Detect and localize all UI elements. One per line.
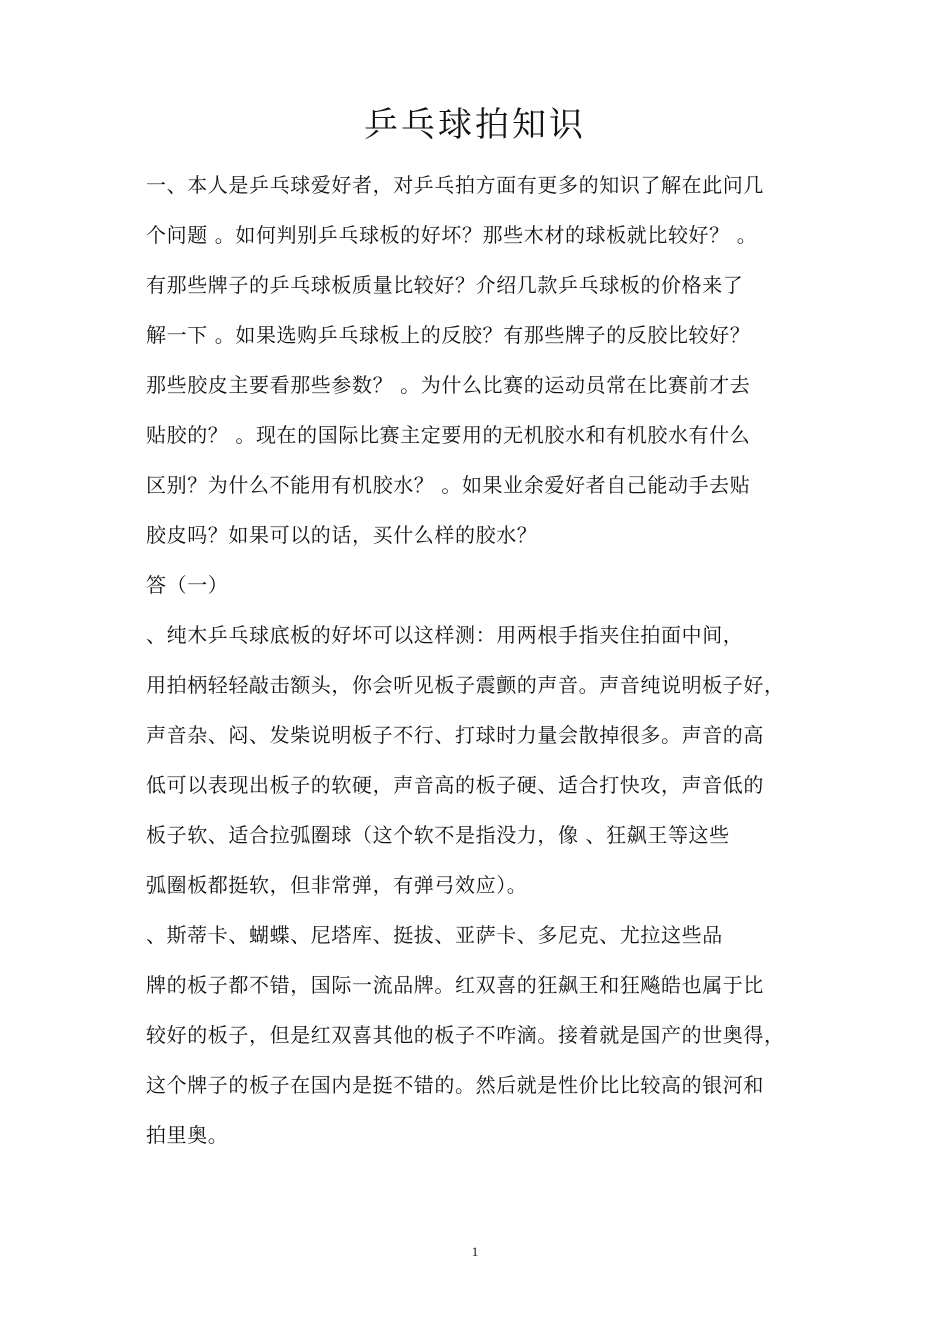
paragraph-line: 胶皮吗？如果可以的话，买什么样的胶水？ <box>146 523 538 547</box>
page-number: 1 <box>471 1244 479 1259</box>
paragraph-line: 这个牌子的板子在国内是挺不错的。然后就是性价比比较高的银河和 <box>146 1073 764 1097</box>
paragraph-line: 有那些牌子的乒乓球板质量比较好？介绍几款乒乓球板的价格来了 <box>146 273 744 297</box>
paragraph-line: 一、本人是乒乓球爱好者，对乒乓拍方面有更多的知识了解在此问几 <box>146 173 764 197</box>
paragraph-line: 那些胶皮主要看那些参数？ 。为什么比赛的运动员常在比赛前才去 <box>146 373 751 397</box>
paragraph-line: 、纯木乒乓球底板的好坏可以这样测：用两根手指夹住拍面中间， <box>146 623 744 647</box>
paragraph-line: 板子软、适合拉弧圈球（这个软不是指没力，像 、狂飙王等这些 <box>146 823 730 847</box>
paragraph-line: 声音杂、闷、发柴说明板子不行、打球时力量会散掉很多。声音的高 <box>146 723 764 747</box>
document-title: 乒乓球拍知识 <box>364 105 586 145</box>
paragraph-line: 用拍柄轻轻敲击额头，你会听见板子震颤的声音。声音纯说明板子好， <box>146 673 785 697</box>
paragraph-line: 区别？为什么不能用有机胶水？ 。如果业余爱好者自己能动手去贴 <box>146 473 751 497</box>
paragraph-line: 较好的板子，但是红双喜其他的板子不咋滴。接着就是国产的世奥得， <box>146 1023 785 1047</box>
paragraph-line: 解一下 。如果选购乒乓球板上的反胶？有那些牌子的反胶比较好？ <box>146 323 751 347</box>
paragraph-line: 牌的板子都不错，国际一流品牌。红双喜的狂飙王和狂飚皓也属于比 <box>146 973 764 997</box>
paragraph-line: 低可以表现出板子的软硬，声音高的板子硬、适合打快攻，声音低的 <box>146 773 764 797</box>
paragraph-line: 拍里奥。 <box>146 1123 229 1147</box>
paragraph-line: 个问题 。如何判别乒乓球板的好坏？那些木材的球板就比较好？ 。 <box>146 223 758 247</box>
paragraph-line: 弧圈板都挺软，但非常弹，有弹弓效应）。 <box>146 873 528 897</box>
paragraph-line: 、斯蒂卡、蝴蝶、尼塔库、挺拔、亚萨卡、多尼克、尤拉这些品 <box>146 923 723 947</box>
paragraph-line: 贴胶的？ 。现在的国际比赛主定要用的无机胶水和有机胶水有什么 <box>146 423 751 447</box>
answer-heading: 答（一） <box>146 573 229 597</box>
